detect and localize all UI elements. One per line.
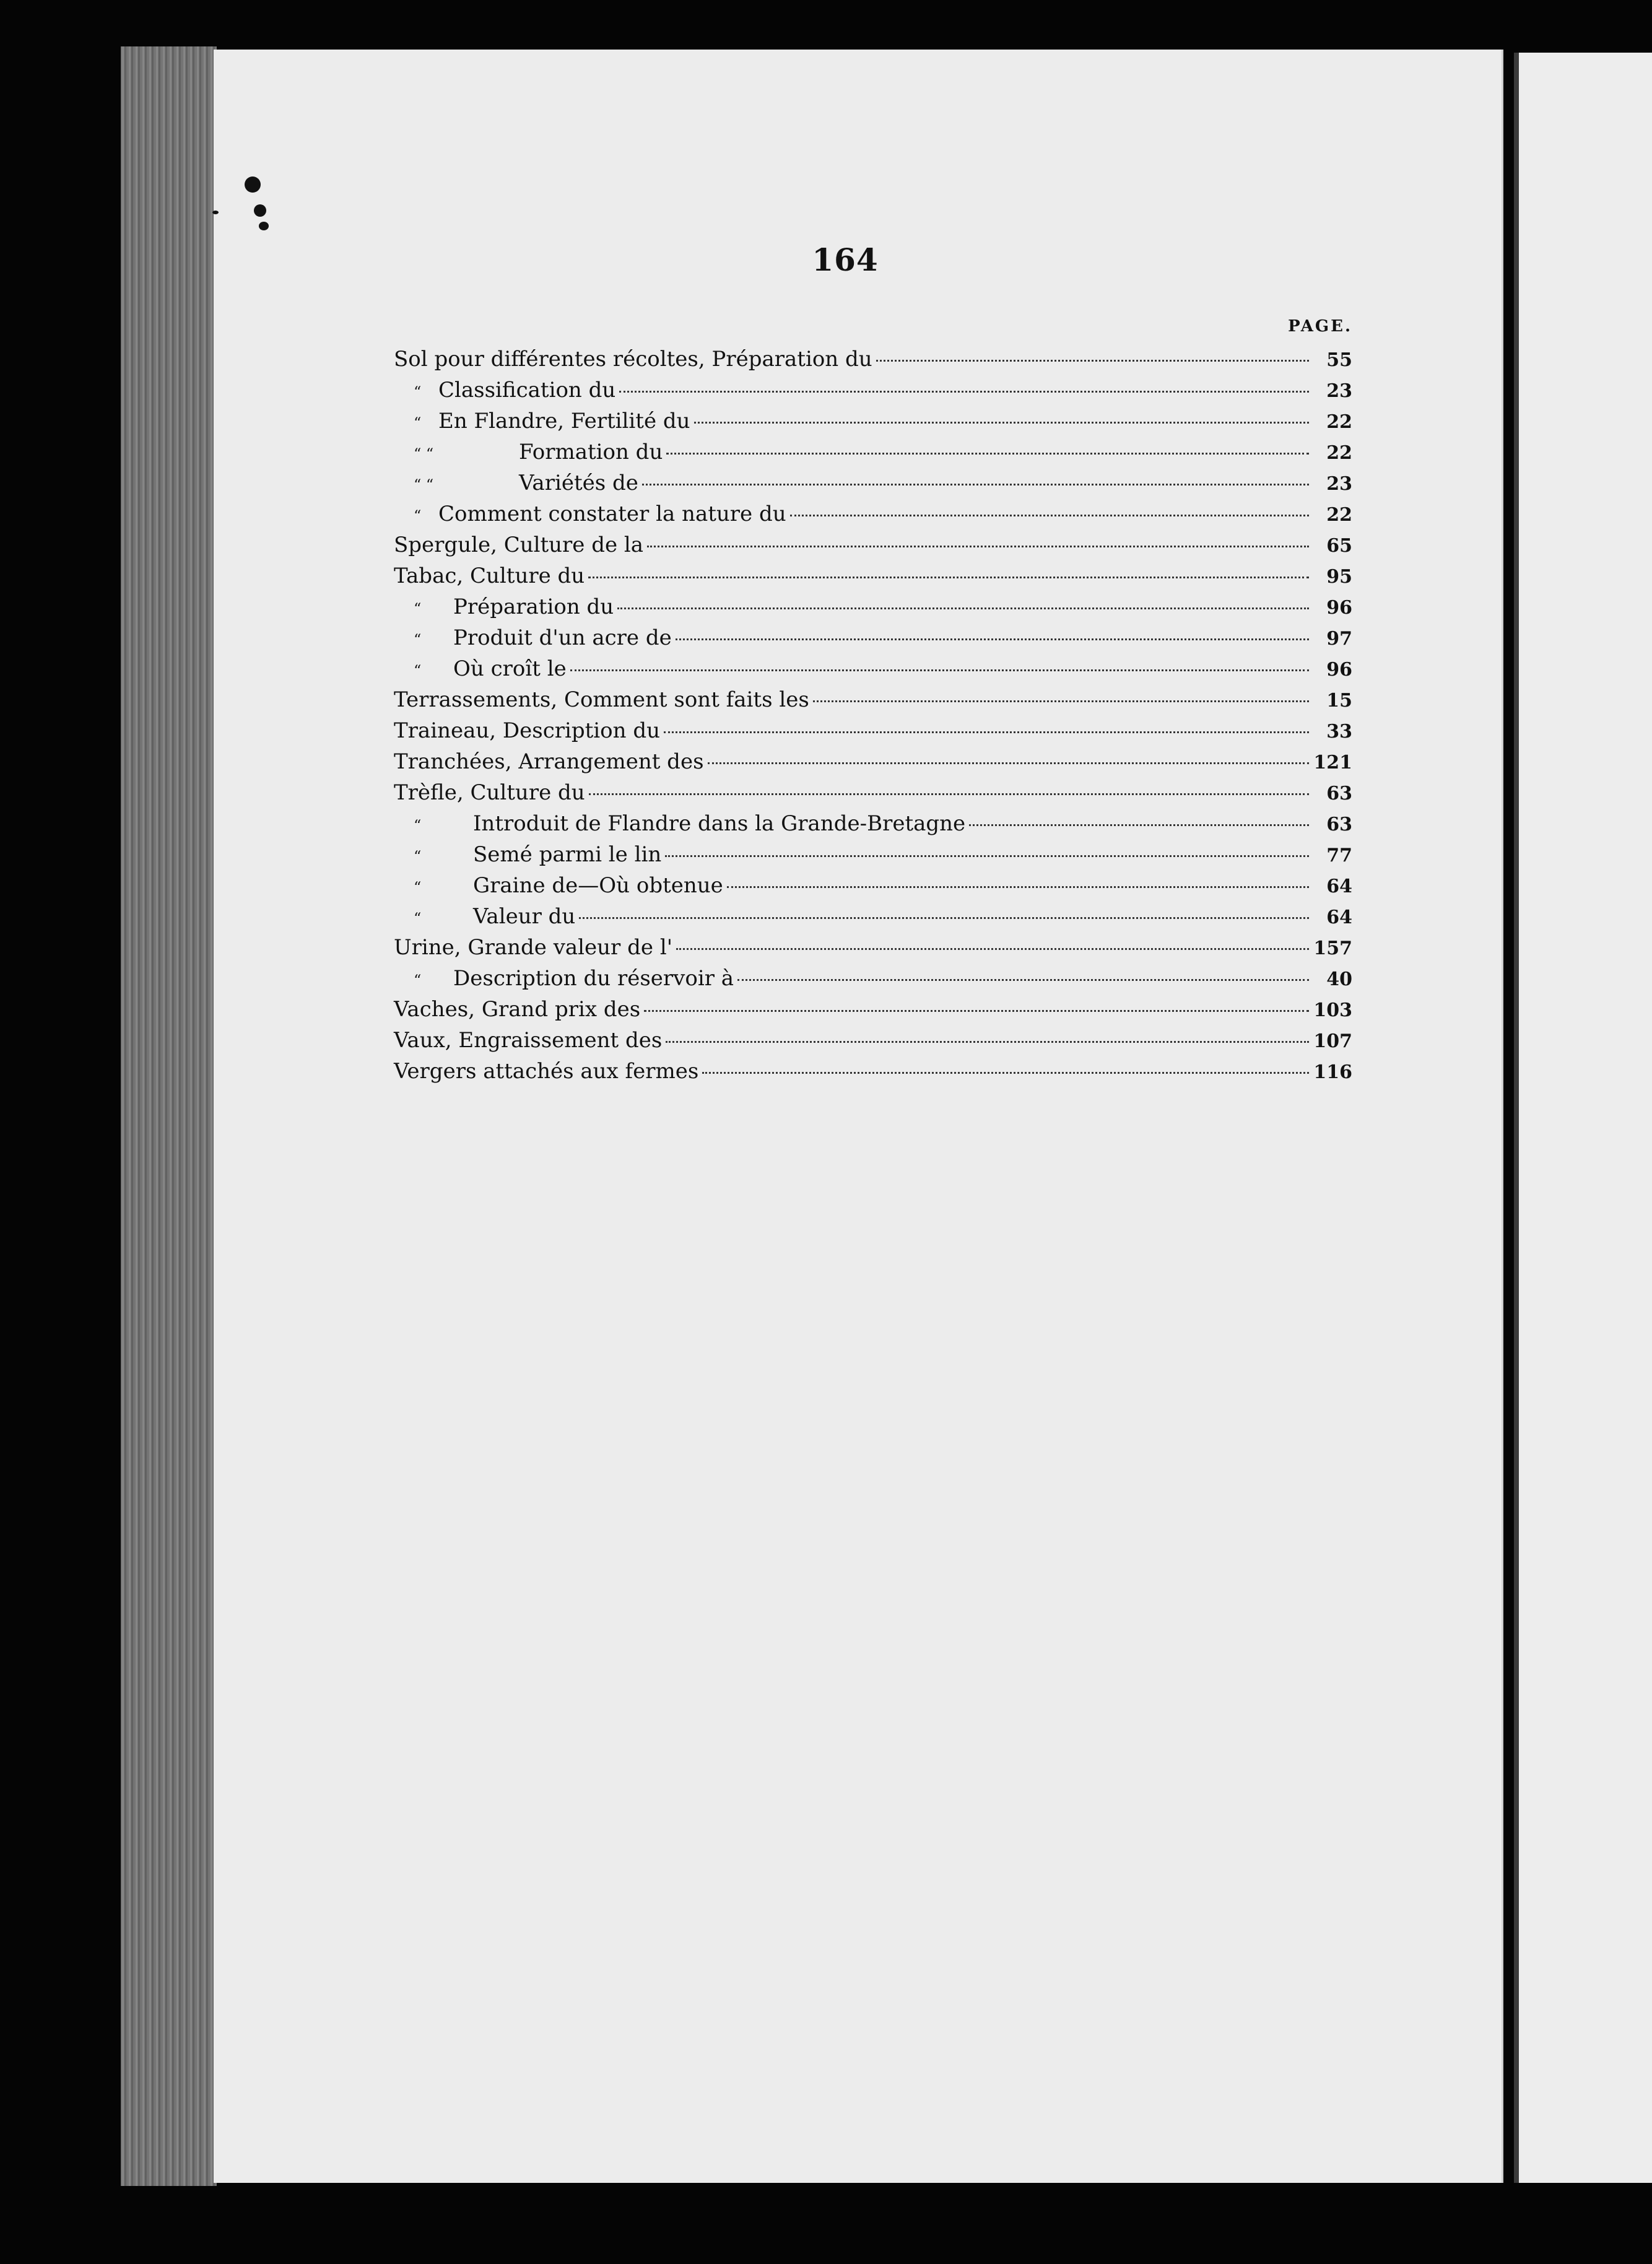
page-column-header: PAGE. bbox=[1288, 317, 1352, 336]
entry-page: 23 bbox=[1326, 473, 1352, 495]
dot-leader bbox=[644, 1010, 1309, 1012]
entry-term: “ Préparation du bbox=[414, 594, 614, 619]
index-entry bbox=[394, 656, 1352, 687]
entry-page: 64 bbox=[1326, 876, 1352, 897]
index-entry bbox=[394, 1028, 1352, 1059]
index-entry bbox=[394, 409, 1352, 440]
entry-page: 22 bbox=[1326, 442, 1352, 464]
index-entry bbox=[394, 564, 1352, 594]
index-entry bbox=[394, 533, 1352, 564]
entry-term: “ Introduit de Flandre dans la Grande-Bretagne bbox=[414, 811, 966, 836]
index-entry bbox=[394, 873, 1352, 904]
index-entry bbox=[394, 749, 1352, 780]
index-entry bbox=[394, 502, 1352, 533]
dot-leader bbox=[876, 360, 1309, 362]
entry-term: Vaux, Engraissement des bbox=[394, 1028, 663, 1053]
dot-leader bbox=[664, 731, 1309, 733]
entry-ditto: “ bbox=[414, 631, 422, 648]
entry-term: “ Classification du bbox=[414, 378, 616, 403]
dot-leader bbox=[665, 855, 1309, 857]
entry-term: Vaches, Grand prix des bbox=[394, 997, 641, 1022]
entry-ditto: “ “ bbox=[414, 476, 434, 494]
entry-page: 40 bbox=[1326, 969, 1352, 990]
index-entry bbox=[394, 811, 1352, 842]
entry-term: “ Semé parmi le lin bbox=[414, 842, 662, 867]
ink-spot bbox=[245, 176, 261, 193]
book-page-edge bbox=[121, 46, 217, 2186]
ink-spot bbox=[212, 211, 219, 214]
dot-leader bbox=[737, 979, 1309, 981]
entry-term: “ Description du réservoir à bbox=[414, 966, 734, 991]
entry-term: “ En Flandre, Fertilité du bbox=[414, 409, 690, 433]
index-entry bbox=[394, 440, 1352, 471]
index-entry bbox=[394, 378, 1352, 409]
index-entry bbox=[394, 625, 1352, 656]
entry-term: Traineau, Description du bbox=[394, 718, 661, 743]
entry-ditto: “ “ bbox=[414, 445, 434, 463]
entry-ditto: “ bbox=[414, 383, 422, 401]
dot-leader bbox=[666, 453, 1309, 455]
entry-term: Urine, Grande valeur de l' bbox=[394, 935, 673, 960]
dot-leader bbox=[727, 886, 1309, 888]
entry-term: “ Valeur du bbox=[414, 904, 576, 929]
entry-page: 15 bbox=[1326, 690, 1352, 712]
dot-leader bbox=[790, 515, 1309, 516]
ink-spot bbox=[259, 222, 269, 230]
entry-page: 63 bbox=[1326, 814, 1352, 835]
entry-ditto: “ bbox=[414, 817, 422, 834]
entry-page: 33 bbox=[1326, 721, 1352, 742]
dot-leader bbox=[969, 824, 1309, 826]
index-entry bbox=[394, 966, 1352, 997]
entry-ditto: “ bbox=[414, 414, 422, 432]
dot-leader bbox=[702, 1072, 1309, 1074]
entry-term: “ Graine de—Où obtenue bbox=[414, 873, 723, 898]
entry-term: Vergers attachés aux fermes bbox=[394, 1059, 699, 1084]
entry-term: Trèfle, Culture du bbox=[394, 780, 585, 805]
dot-leader bbox=[676, 638, 1309, 640]
entry-page: 107 bbox=[1313, 1030, 1352, 1052]
entry-page: 55 bbox=[1326, 349, 1352, 371]
entry-page: 96 bbox=[1326, 597, 1352, 619]
index-entry bbox=[394, 935, 1352, 966]
entry-page: 23 bbox=[1326, 380, 1352, 402]
dot-leader bbox=[642, 484, 1309, 485]
entry-term: Sol pour différentes récoltes, Préparation du bbox=[394, 347, 872, 372]
dot-leader bbox=[570, 669, 1309, 671]
entry-ditto: “ bbox=[414, 600, 422, 617]
dot-leader bbox=[617, 607, 1309, 609]
index-entry bbox=[394, 594, 1352, 625]
entry-term: “ Où croît le bbox=[414, 656, 567, 681]
entry-page: 77 bbox=[1326, 845, 1352, 866]
entry-page: 116 bbox=[1313, 1061, 1352, 1083]
entry-page: 22 bbox=[1326, 411, 1352, 433]
dot-leader bbox=[694, 422, 1309, 424]
entry-page: 95 bbox=[1326, 566, 1352, 588]
entry-ditto: “ bbox=[414, 507, 422, 525]
entry-ditto: “ bbox=[414, 972, 422, 989]
entry-term: Terrassements, Comment sont faits les bbox=[394, 687, 809, 712]
index-entry bbox=[394, 1059, 1352, 1090]
index-entry bbox=[394, 687, 1352, 718]
entry-page: 121 bbox=[1313, 752, 1352, 773]
page-number: 164 bbox=[812, 242, 879, 278]
entry-page: 64 bbox=[1326, 907, 1352, 928]
entry-term: Tabac, Culture du bbox=[394, 564, 585, 588]
entry-page: 103 bbox=[1313, 999, 1352, 1021]
index-list bbox=[394, 347, 1352, 1090]
entry-term: Tranchées, Arrangement des bbox=[394, 749, 704, 774]
dot-leader bbox=[579, 917, 1309, 919]
entry-term: “ “ Formation du bbox=[414, 440, 663, 464]
entry-page: 65 bbox=[1326, 535, 1352, 557]
index-entry bbox=[394, 347, 1352, 378]
ink-spot bbox=[254, 204, 266, 217]
entry-page: 63 bbox=[1326, 783, 1352, 804]
entry-page: 97 bbox=[1326, 628, 1352, 650]
entry-term: “ “ Variétés de bbox=[414, 471, 638, 495]
facing-page-edge bbox=[1514, 53, 1652, 2183]
index-entry bbox=[394, 904, 1352, 935]
dot-leader bbox=[676, 948, 1309, 950]
dot-leader bbox=[708, 762, 1309, 764]
entry-term: Spergule, Culture de la bbox=[394, 533, 644, 557]
dot-leader bbox=[589, 793, 1309, 795]
entry-page: 157 bbox=[1313, 938, 1352, 959]
dot-leader bbox=[588, 577, 1309, 578]
entry-page: 22 bbox=[1326, 504, 1352, 526]
index-entry bbox=[394, 842, 1352, 873]
index-entry bbox=[394, 718, 1352, 749]
entry-term: “ Comment constater la nature du bbox=[414, 502, 786, 526]
dot-leader bbox=[666, 1041, 1309, 1043]
dot-leader bbox=[647, 546, 1309, 547]
entry-ditto: “ bbox=[414, 662, 422, 679]
entry-ditto: “ bbox=[414, 879, 422, 896]
dot-leader bbox=[619, 391, 1309, 393]
entry-ditto: “ bbox=[414, 910, 422, 927]
dot-leader bbox=[813, 700, 1309, 702]
index-entry bbox=[394, 471, 1352, 502]
entry-ditto: “ bbox=[414, 848, 422, 865]
index-entry bbox=[394, 997, 1352, 1028]
entry-term: “ Produit d'un acre de bbox=[414, 625, 672, 650]
entry-page: 96 bbox=[1326, 659, 1352, 681]
index-entry bbox=[394, 780, 1352, 811]
